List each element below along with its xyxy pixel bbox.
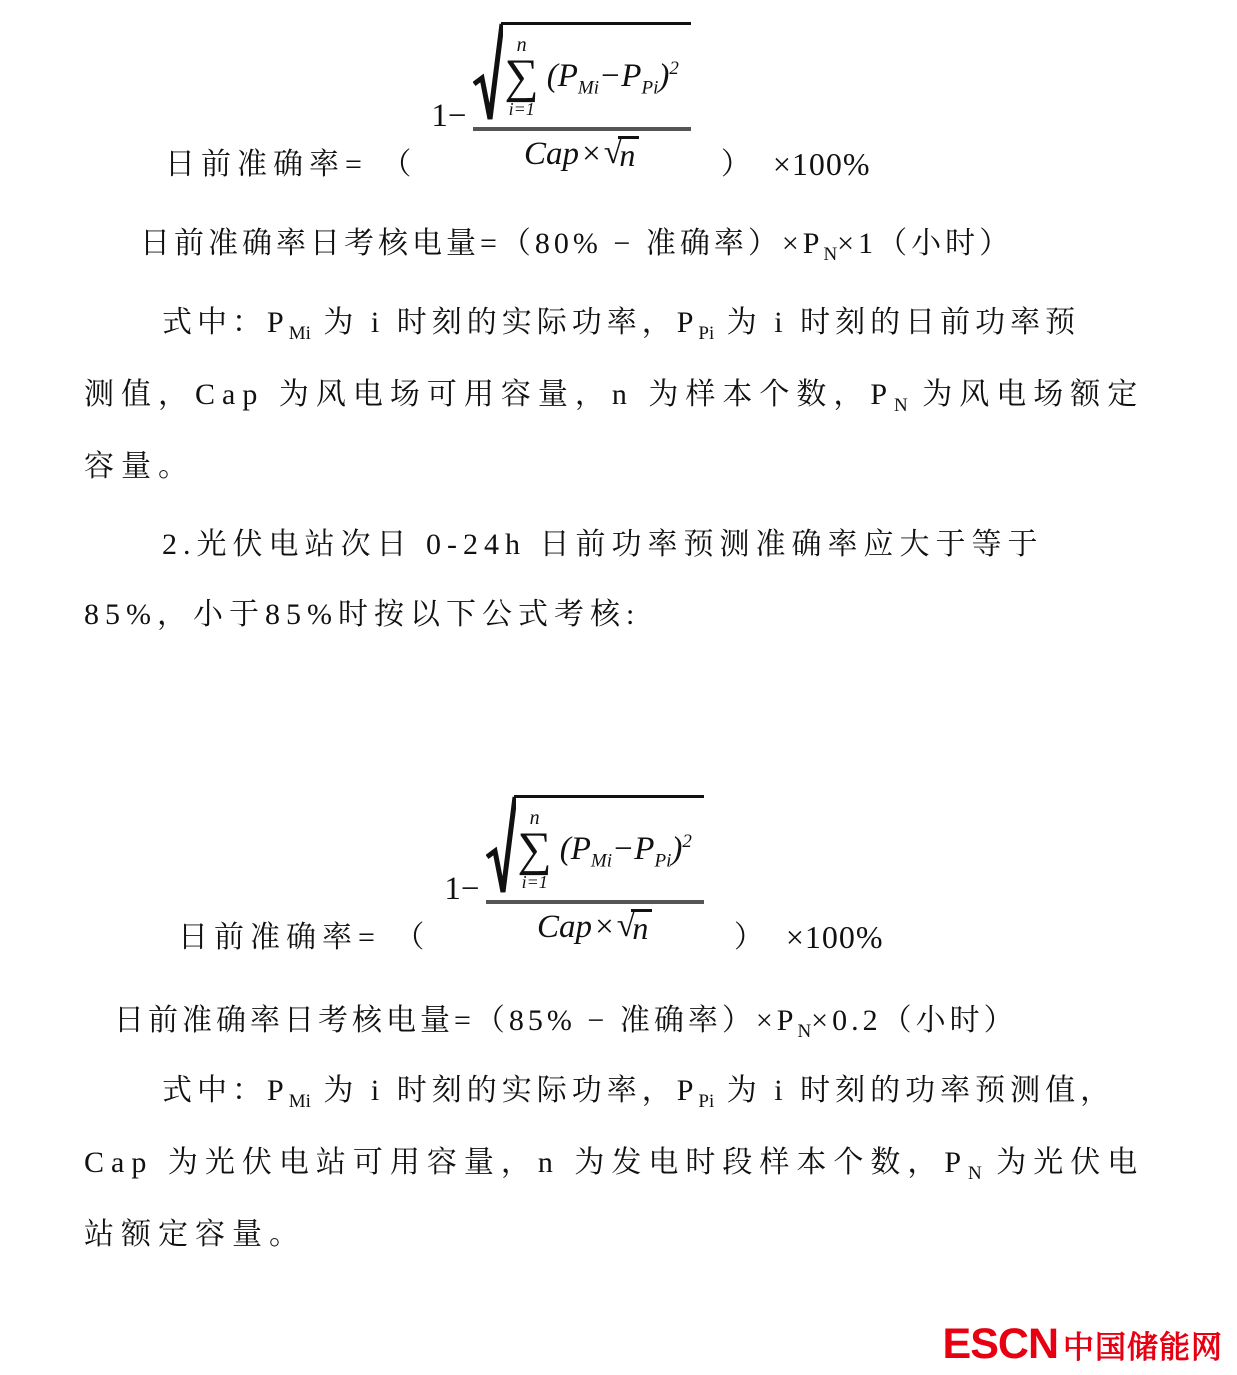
formula-close-paren: ） bbox=[733, 921, 764, 954]
squared-difference-expression: $(P_{Mi}-P_{Pi})^2$ bbox=[546, 58, 679, 99]
day-ahead-accuracy-formula-solar bbox=[178, 795, 884, 962]
escn-logo-chinese: 中国储能网 bbox=[1063, 1330, 1223, 1365]
subscript-pi: Pi bbox=[698, 1091, 715, 1112]
formula-label: 日前准确率= （ bbox=[165, 148, 418, 181]
formula-close-paren: ） bbox=[720, 148, 751, 181]
subscript-pi: Pi bbox=[698, 323, 715, 344]
sqrt-n-value: n bbox=[618, 136, 639, 173]
radical-sign-icon bbox=[473, 22, 503, 122]
radicand bbox=[514, 795, 704, 895]
summation-symbol bbox=[518, 808, 552, 890]
formula-denominator bbox=[473, 127, 691, 173]
sqrt-n-term bbox=[604, 136, 640, 173]
sigma-icon: ∑ bbox=[504, 50, 539, 104]
formula-fraction bbox=[473, 22, 691, 173]
wind-explain-line-2: 测值，Cap 为风电场可用容量，n 为样本个数，$P_N$ 为风电场额定 bbox=[84, 378, 1145, 416]
day-ahead-accuracy-formula-wind bbox=[165, 22, 871, 189]
sum-lower-limit: i=1 bbox=[508, 98, 535, 119]
wind-explain-line-1: 式中：$P_{Mi}$ 为 i 时刻的实际功率，$P_{Pi}$ 为 i 时刻的日前功率预 bbox=[162, 306, 1081, 344]
solar-heading-line-2: 85%，小于85%时按以下公式考核: bbox=[84, 598, 641, 631]
formula-one-minus: 1− bbox=[431, 98, 467, 134]
squared-difference-expression: $(P_{Mi}-P_{Pi})^2$ bbox=[559, 831, 692, 872]
solar-heading-line-1: 2.光伏电站次日 0-24h 日前功率预测准确率应大于等于 bbox=[162, 528, 1044, 561]
radicand bbox=[501, 22, 691, 122]
escn-logo-latin: ESCN bbox=[942, 1320, 1058, 1368]
cap-term: Cap bbox=[524, 136, 580, 172]
times-sign: × bbox=[582, 136, 601, 172]
radical-small-icon: √ bbox=[616, 907, 636, 944]
wind-penalty-line: 日前准确率日考核电量=（80% − 准确率）$\times P_N\times 1$（小时） bbox=[140, 227, 1014, 265]
formula-one-minus: 1− bbox=[444, 871, 480, 907]
summation-symbol bbox=[505, 35, 539, 117]
formula-times-100: ×100% bbox=[785, 919, 884, 955]
radical-sign-icon bbox=[486, 795, 516, 895]
solar-explain-line-3: 站额定容量。 bbox=[84, 1218, 306, 1251]
subscript-mi: Mi bbox=[288, 323, 311, 344]
radical-small-icon: √ bbox=[603, 134, 623, 171]
escn-logo bbox=[943, 1320, 1223, 1369]
times-sign: × bbox=[595, 909, 614, 945]
sqrt-n-value: n bbox=[631, 909, 652, 946]
wind-explain-line-3: 容量。 bbox=[84, 450, 195, 483]
subscript-n: N bbox=[968, 1163, 982, 1184]
solar-explain-line-2: Cap 为光伏电站可用容量，n 为发电时段样本个数，$P_N$ 为光伏电 bbox=[84, 1146, 1145, 1184]
solar-explain-line-1: 式中：$P_{Mi}$ 为 i 时刻的实际功率，$P_{Pi}$ 为 i 时刻的功率预测值， bbox=[162, 1074, 1116, 1112]
formula-denominator bbox=[486, 900, 704, 946]
subscript-n: N bbox=[797, 1021, 812, 1042]
solar-penalty-line: 日前准确率日考核电量=（85% − 准确率）$\times P_N\times 0.2$（小时） bbox=[114, 1004, 1018, 1042]
subscript-mi: Mi bbox=[288, 1091, 311, 1112]
subscript-n: N bbox=[894, 395, 908, 416]
sum-upper-limit: n bbox=[529, 807, 540, 830]
formula-fraction bbox=[486, 795, 704, 946]
sigma-icon: ∑ bbox=[517, 823, 552, 877]
sum-upper-limit: n bbox=[516, 34, 527, 57]
cap-term: Cap bbox=[537, 909, 593, 945]
formula-times-100: ×100% bbox=[772, 146, 871, 182]
sqrt-n-term bbox=[617, 909, 653, 946]
sum-lower-limit: i=1 bbox=[521, 871, 548, 892]
subscript-n: N bbox=[823, 244, 838, 265]
formula-numerator bbox=[486, 795, 704, 900]
formula-numerator bbox=[473, 22, 691, 127]
formula-label: 日前准确率= （ bbox=[178, 921, 431, 954]
